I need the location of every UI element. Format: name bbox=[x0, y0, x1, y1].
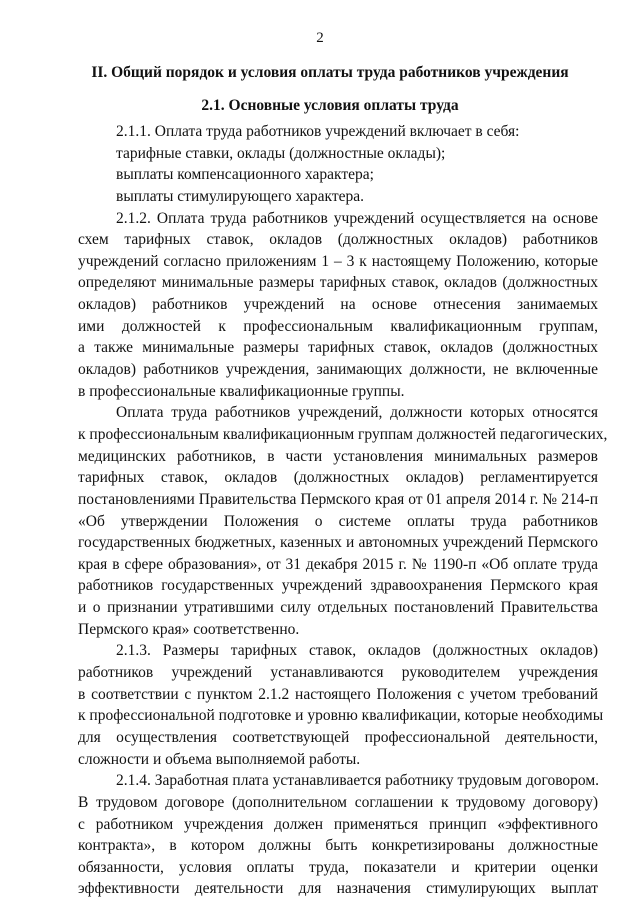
text-line: Оплата труда работников учреждений, должности которых относятся bbox=[116, 404, 598, 422]
text-line: для осуществления соответствующей профессиональной деятельности, bbox=[78, 728, 598, 746]
text-line: сложности и объема выполняемой работы. bbox=[78, 750, 361, 768]
text-line: Пермского края» соответственно. bbox=[78, 620, 300, 638]
text-line: обязанности, условия оплаты труда, показатели и критерии оценки bbox=[78, 858, 598, 876]
text-line: к профессиональной подготовке и уровню квалификации, которые необходимы bbox=[78, 707, 604, 725]
page-number: 2 bbox=[316, 30, 324, 46]
text-line: эффективности деятельности для назначения стимулирующих выплат bbox=[78, 880, 598, 898]
text-line: работников учреждений устанавливаются руководителем учреждения bbox=[78, 664, 598, 682]
text-line: контракта», в котором должны быть конкретизированы должностные bbox=[78, 837, 598, 855]
text-line: схем тарифных ставок, окладов (должностных окладов) работников bbox=[78, 231, 598, 249]
text-line: а также минимальные размеры тарифных ставок, окладов (должностных bbox=[78, 339, 598, 357]
text-line: «Об утверждении Положения о системе оплаты труда работников bbox=[78, 512, 598, 530]
subsection-title: 2.1. Основные условия оплаты труда bbox=[201, 97, 459, 114]
text-line: с работником учреждения должен применяться принцип «эффективного bbox=[78, 815, 598, 833]
text-line: 2.1.4. Заработная плата устанавливается работнику трудовым договором. bbox=[116, 772, 600, 790]
section-title: II. Общий порядок и условия оплаты труда работников учреждения bbox=[91, 64, 569, 81]
text-line: тарифные ставки, оклады (должностные оклады); bbox=[116, 144, 446, 162]
text-line: окладов) работников учреждений на основе отнесения занимаемых bbox=[78, 296, 598, 314]
text-line: тарифных ставок, окладов (должностных окладов) регламентируется bbox=[78, 469, 598, 487]
text-line: к профессиональным квалификационным группам должностей педагогических, bbox=[78, 425, 608, 443]
text-line: края в сфере образования», от 31 декабря 2015 г. № 1190-п «Об оплате труда bbox=[78, 555, 598, 573]
text-line: государственных бюджетных, казенных и автономных учреждений Пермского bbox=[78, 534, 598, 552]
text-line: В трудовом договоре (дополнительном соглашении к трудовому договору) bbox=[78, 793, 598, 811]
text-line: окладов) работников учреждения, занимающих должности, не включенные bbox=[78, 361, 598, 379]
text-line: учреждений согласно приложениям 1 – 3 к настоящему Положению, которые bbox=[78, 252, 598, 270]
text-line: постановлениями Правительства Пермского края от 01 апреля 2014 г. № 214-п bbox=[78, 490, 598, 508]
text-line: в профессиональные квалификационные группы. bbox=[78, 382, 405, 400]
body-text bbox=[78, 121, 608, 900]
text-line: ими должностей к профессиональным квалификационным группам, bbox=[78, 317, 598, 335]
text-line: 2.1.1. Оплата труда работников учреждений включает в себя: bbox=[116, 123, 520, 140]
text-line: определяют минимальные размеры тарифных ставок, окладов (должностных bbox=[78, 274, 598, 292]
text-line: 2.1.2. Оплата труда работников учреждений осуществляется на основе bbox=[116, 209, 598, 227]
text-line: в соответствии с пунктом 2.1.2 настоящего Положения с учетом требований bbox=[78, 685, 598, 703]
text-line: выплаты стимулирующего характера. bbox=[116, 187, 364, 205]
text-line: медицинских работников, в части установления минимальных размеров bbox=[78, 447, 598, 465]
text-line: и о признании утратившими силу отдельных постановлений Правительства bbox=[78, 599, 598, 617]
text-line: 2.1.3. Размеры тарифных ставок, окладов (должностных окладов) bbox=[116, 642, 598, 660]
text-line: работников государственных учреждений здравоохранения Пермского края bbox=[78, 577, 598, 595]
text-line: выплаты компенсационного характера; bbox=[116, 166, 374, 184]
